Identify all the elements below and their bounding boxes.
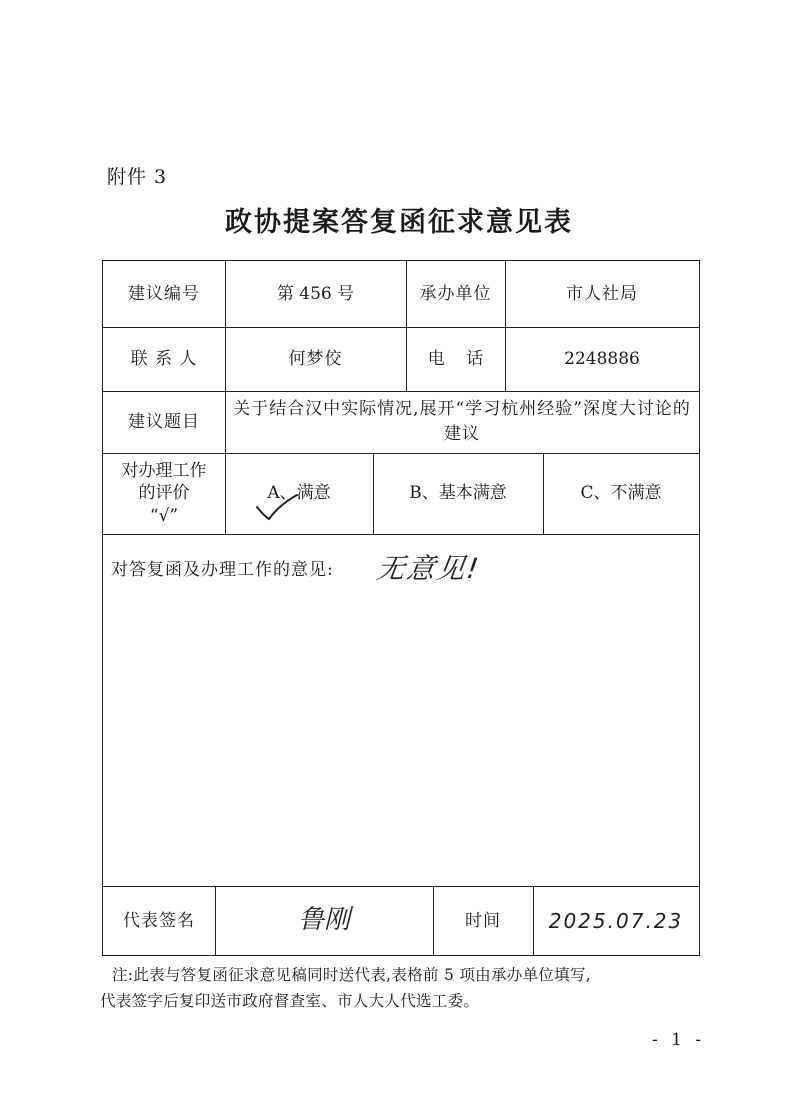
feedback-form-table [102, 260, 700, 956]
contact-value: 何梦佼 [288, 348, 343, 369]
phone-value: 2248886 [564, 348, 640, 369]
signature-handwriting: 鲁刚 [297, 905, 350, 936]
opinion-handwriting: 无意见! [374, 552, 483, 585]
attachment-label: 附件 3 [107, 166, 168, 188]
page-number: - 1 - [652, 1030, 706, 1050]
evaluation-label-line: 的评价 [138, 483, 190, 504]
time-handwriting: 2025.07.23 [548, 908, 684, 933]
col-divider [225, 391, 226, 453]
evaluation-label [103, 453, 225, 534]
contact-label: 联 系 人 [130, 348, 198, 369]
footer-note [100, 962, 712, 1014]
time-label: 时间 [465, 910, 501, 931]
signature-label: 代表签名 [123, 910, 195, 931]
page-title: 政协提案答复函征求意见表 [225, 207, 573, 238]
row-divider [103, 534, 699, 535]
footer-note-line: 代表签字后复印送市政府督查室、市人大人代选工委。 [100, 992, 480, 1010]
handwritten-check-mark [255, 493, 299, 523]
phone-label: 电 话 [427, 348, 484, 369]
topic-label: 建议题目 [128, 411, 200, 432]
evaluation-label-line: “√” [149, 505, 179, 526]
proposal-number-label: 建议编号 [128, 283, 200, 304]
evaluation-label-line: 对办理工作 [121, 461, 207, 482]
handling-unit-label: 承办单位 [419, 283, 492, 304]
proposal-number-value: 第 456 号 [276, 283, 355, 304]
topic-value: 关于结合汉中实际情况,展开“学习杭州经验”深度大讨论的建议 [233, 399, 691, 444]
option-basically-satisfied[interactable]: B、基本满意 [409, 483, 507, 504]
option-satisfied[interactable]: A、满意 [267, 483, 331, 504]
footer-note-line: 注:此表与答复函征求意见稿同时送代表,表格前 5 项由承办单位填写, [112, 966, 591, 984]
option-unsatisfied[interactable]: C、不满意 [580, 483, 662, 504]
opinion-label: 对答复函及办理工作的意见: [111, 560, 334, 580]
handling-unit-value: 市人社局 [566, 283, 638, 304]
